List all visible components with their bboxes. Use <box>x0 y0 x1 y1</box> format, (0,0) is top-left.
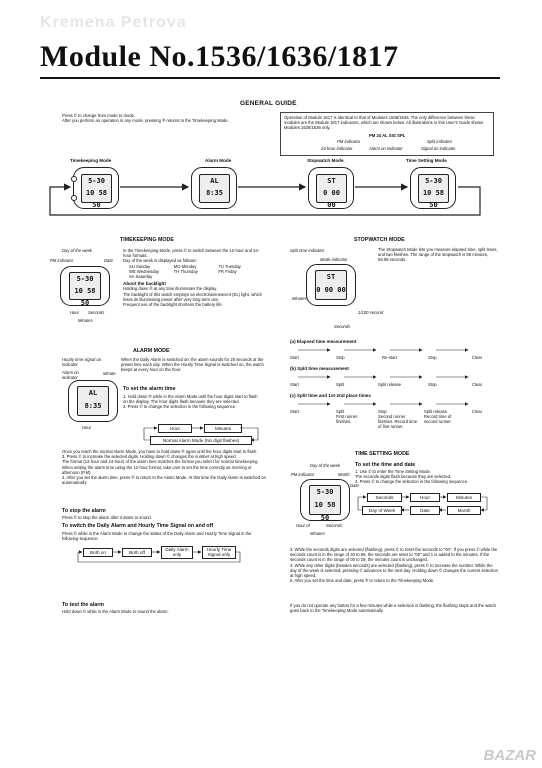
module-note-text: Operation of Module 1817 is identical to that of Modules 1536/1636. The only difference between these modules are the Module 1817 indicators, which are shown below. All illustrations in this User's Guide shows Modules 1536/1636 only. <box>284 115 484 131</box>
alarm-more-1: Once you reach the normal Alarm Mode, you have to hold down ® again until the hour digits start to flash. <box>62 449 258 454</box>
alarm-more-lines <box>62 449 267 485</box>
al-hour-label: Hour <box>82 425 92 430</box>
pm-indicator-label: PM indicator <box>337 139 361 144</box>
alarm-switch-text: Press © while in the Alarm Mode to change the status of the Daily Alarm and Hourly Time Signal in the following sequence. <box>62 531 252 542</box>
alarm-set-heading: To set the alarm time <box>123 386 176 392</box>
day-mo: MO Monday <box>173 263 197 269</box>
day-fr: FR Friday <box>218 268 237 274</box>
sw-c-start: Start <box>290 409 299 414</box>
mode-label-timekeeping: Timekeeping Mode <box>70 158 112 163</box>
ts-note: If you do not operate any button for a few minutes while a selection is flashing, the flashing stops and the watch goes back to the Timekeeping Mode automatically. <box>290 603 497 614</box>
mode-label-alarm: Alarm Mode <box>205 158 232 163</box>
tk-pm-label: PM indicator <box>50 258 74 263</box>
lcd-top: ST <box>327 177 336 185</box>
lcd-top: 5-30 <box>316 488 334 496</box>
ts-set-heading: To set the time and date <box>355 462 416 468</box>
sw-seconds-label: Seconds <box>334 324 351 329</box>
lcd-top: 5-30 <box>76 275 94 283</box>
sw-c-arrows <box>290 400 498 408</box>
tk-date-label: Date <box>104 258 113 263</box>
al-watch-diagram <box>68 380 118 422</box>
sw-c-sequence <box>290 400 500 440</box>
day-th: TH Thursday <box>173 268 198 274</box>
lcd-bottom: 10 58 50 <box>85 189 108 209</box>
lcd-bottom: 0 00 00 <box>316 286 346 294</box>
sw-c-note-release: Record time of second runner. <box>424 414 452 425</box>
lcd-top: AL <box>210 177 219 185</box>
tk-line-2: Day of the week is displayed as follows: <box>123 258 197 264</box>
switch-seq-arrows <box>75 542 245 566</box>
alarm-intro: When the Daily Alarm is switched on, the alarm sounds for 20 seconds at the preset time each day. When the Hourly Time Signal is switched on, the watch beeps at every hour on the hour. <box>121 357 264 373</box>
sw-b-start: Start <box>290 382 299 387</box>
sw-split-label: Split time indicator <box>290 248 325 253</box>
backlight-line-3: Frequent use of the backlight shortens the battery life. <box>123 302 223 308</box>
split-indicator-label: Split indicator <box>427 139 453 144</box>
sw-b-split-release: Split release <box>378 382 402 387</box>
tk-text <box>123 248 263 307</box>
ts-seq-month: Month <box>447 506 481 515</box>
sw-b-heading: (b) Split time measurement <box>290 366 349 371</box>
ts-step-1: 1. Use © to enter the Time Setting Mode. <box>355 469 431 474</box>
general-guide-bullets <box>62 113 252 123</box>
alarm-seq-normal: Normal Alarm Mode (No digit flashes) <box>150 436 252 445</box>
ts-watch-diagram <box>300 479 350 521</box>
ts-step-1b: The seconds digits flash because they are selected. <box>355 474 452 480</box>
ts-seq-seconds: Seconds <box>367 493 402 502</box>
signal-on-indicator-label: Signal on indicator <box>421 146 456 151</box>
tk-day-label: Day of the week <box>62 248 93 253</box>
ts-step-2: 2. Press © to change the selection in the following sequence. <box>355 479 469 485</box>
lcd-bottom: 10 58 50 <box>422 189 445 209</box>
mode-flow-arrows <box>40 165 510 225</box>
sw-mode-label: Mode indicator <box>320 257 348 262</box>
tk-watch-diagram <box>60 266 110 306</box>
sw-a-restart: Re-start <box>382 355 397 360</box>
al-alarm-on-label: Alarm on indicator <box>62 370 79 381</box>
backlight-heading: About the backlight <box>123 281 166 287</box>
alarm-test-text: Hold down © while in the Alarm Mode to sound the alarm. <box>62 609 169 614</box>
alarm-more-2: 3. Press © to increase the selected digits. Holding down © changes the number at high speed. <box>62 454 237 460</box>
backlight-line-1: Holding down ® at any time illuminates the display. <box>123 286 218 292</box>
ts-pm-label: PM indicator <box>291 472 315 477</box>
ts-date-label: Date <box>350 483 359 488</box>
module-note-codes: PM 24 AL SIG SPL <box>369 133 406 138</box>
lcd-top: 5-30 <box>425 177 442 185</box>
lcd-bottom: 0 00 00 <box>323 189 340 209</box>
sw-minutes-label: Minutes <box>292 296 307 301</box>
ts-seq-hour: Hour <box>410 493 440 502</box>
lcd-bottom: 8:35 <box>84 402 102 410</box>
stopwatch-intro: The Stopwatch Mode lets you measure elapsed time, split times, and two finishes. The range of the stopwatch is 59 minutes, 59.99 seconds. <box>378 247 498 263</box>
alarm-step-2: 2. Press © to change the selection in the following sequence. <box>123 404 237 410</box>
sw-a-arrows <box>290 346 498 354</box>
al-minute-label: Minute <box>103 371 116 376</box>
ts-minutes-label: Minutes <box>310 531 325 536</box>
alarm-seq-minutes: Minutes <box>204 424 242 433</box>
sw-c-split: Split <box>336 409 345 414</box>
backlight-line-2: The backlight of this watch employs an electroluminescent (EL) light, which loses its illuminating power after very long term use. <box>123 291 262 302</box>
switch-both-off: Both off <box>122 548 152 557</box>
sw-watch-diagram <box>306 264 356 306</box>
sw-hundredths-label: 1/100 second <box>358 310 384 315</box>
stopwatch-heading: STOPWATCH MODE <box>354 237 405 243</box>
ts-hour-label: Hour of <box>296 523 310 528</box>
alarm-stop-heading: To stop the alarm <box>62 508 106 514</box>
mode-label-time-setting: Time Setting Mode <box>406 158 447 163</box>
switch-both-on: Both on <box>83 548 113 557</box>
ts-more <box>290 547 500 583</box>
sw-c-split-release: Split release <box>424 409 448 414</box>
day-sa: SA Saturday <box>129 274 153 280</box>
sw-c-heading: (c) Split time and 1st-2nd place times <box>290 393 371 398</box>
lcd-bottom: 10 58 50 <box>74 287 96 307</box>
ts-seq-arrows <box>355 489 500 519</box>
alarm-seq-arrows <box>140 420 265 450</box>
day-tu: TU Tuesday <box>218 263 241 269</box>
sw-c-note-stop: Second runner finishes. Record time of first runner. <box>378 414 418 430</box>
alarm-test-heading: To test the alarm <box>62 602 104 608</box>
ts-more-4: 4. While any other digits (besides seconds) are selected (flashing), press © to increase the number. While the day of the week is selected, pressing © advances to the next day. Holding down © changes the current selection at high speed. <box>290 562 498 579</box>
switch-daily-only: Daily Alarm only <box>161 546 193 559</box>
bullet-2: After you perform an operation in any mode, pressing ® returns to the Timekeeping Mode. <box>62 118 229 124</box>
sw-a-stop-2: Stop <box>428 355 437 360</box>
time-setting-heading: TIME SETTING MODE <box>355 451 410 457</box>
watermark-text: Kremena Petrova <box>40 14 187 31</box>
module-note-box <box>280 112 494 156</box>
day-we: WE Wednesday <box>129 268 159 274</box>
lcd-bottom: 8:35 <box>206 189 223 197</box>
alarm-switch-heading: To switch the Daily Alarm and Hourly Time Signal on and off <box>62 523 214 529</box>
lcd-bottom: 10 58 50 <box>314 501 336 522</box>
ts-seconds-label: Seconds <box>326 523 343 528</box>
sw-b-split: Split <box>336 382 345 387</box>
tk-minutes-label: Minutes <box>78 318 93 323</box>
ts-steps <box>355 469 500 485</box>
ts-seq-day-of-week: Day of Week <box>362 506 402 515</box>
alarm-on-indicator-label: Alarm on indicator <box>369 146 403 151</box>
sw-b-stop: Stop <box>428 382 437 387</box>
alarm-stop-text: Press © to stop the alarm after it starts to sound. <box>62 515 152 520</box>
ts-seq-minutes: Minutes <box>447 493 481 502</box>
tk-hour-label: Hour <box>70 310 80 315</box>
sw-a-heading: (a) Elapsed time measurement <box>290 339 357 344</box>
site-logo: BAZAR <box>483 747 536 764</box>
sw-a-start: Start <box>290 355 299 360</box>
sw-a-clear: Clear <box>472 355 483 360</box>
title-rule <box>40 77 500 79</box>
day-su: SU Sunday <box>129 263 151 269</box>
sw-b-sequence <box>290 373 498 389</box>
timekeeping-heading: TIMEKEEPING MODE <box>120 237 174 243</box>
alarm-set-steps <box>123 394 263 410</box>
sw-b-clear: Clear <box>472 382 483 387</box>
sw-c-clear: Clear <box>472 409 483 414</box>
sw-a-stop: Stop <box>336 355 345 360</box>
alarm-step-1: 1. Hold down ® while in the Alarm Mode until the hour digits start to flash on the display. The hour digits flash because they are selected. <box>123 394 258 405</box>
alarm-more-5: 4. After you set the alarm time, press ® to return to the Alarm Mode. At this time the Daily Alarm is switched on automatically. <box>62 475 266 486</box>
ts-more-3: 3. While the seconds digits are selected (flashing), press © to reset the seconds to "00". If you press © while the seconds count is in the range of 30 to 59, the seconds are reset to "00" and 1 is added to the minutes. If the seconds count is in the range of 00 to 29, the minutes count is unchanged. <box>290 547 498 563</box>
sw-b-arrows <box>290 373 498 381</box>
ts-month-label: Month <box>338 472 350 477</box>
lcd-top: AL <box>88 389 98 397</box>
bullet-1: Press © to change from mode to mode. <box>62 113 136 118</box>
alarm-heading: ALARM MODE <box>133 348 170 354</box>
switch-hourly-only: Hourly Time Signal only <box>202 546 236 559</box>
al-hourly-label: Hourly time signal on indicator <box>62 357 102 368</box>
tk-seconds-label: Seconds <box>88 310 105 315</box>
page-title: Module No.1536/1636/1817 <box>40 40 399 73</box>
mode-label-stopwatch: Stopwatch Mode <box>307 158 344 163</box>
tk-line-1: In the Timekeeping Mode, press © to switch between the 12-hour and 24-hour formats. <box>123 248 260 259</box>
lcd-top: ST <box>326 273 336 281</box>
alarm-more-4: When setting the alarm time using the 12-hour format, take care to set the time correctly as morning or afternoon (P.M). <box>62 464 252 475</box>
lcd-top: 5-30 <box>88 177 105 185</box>
sw-c-note-split: First runner finishes. <box>336 414 358 425</box>
ts-more-5: 5. After you set the time and date, press ® to return to the Timekeeping Mode. <box>290 578 435 584</box>
h24-indicator-label: 24-hour indicator <box>321 146 353 151</box>
ts-seq-date: Date <box>410 506 440 515</box>
ts-day-label: Day of the week <box>310 463 341 468</box>
sw-c-stop: Stop <box>378 409 387 414</box>
sw-a-sequence <box>290 346 498 362</box>
general-guide-heading: GENERAL GUIDE <box>240 100 297 107</box>
alarm-seq-hour: Hour <box>158 424 192 433</box>
alarm-more-3: The format (12-hour and 24-hour) of the alarm time matches the format you select for normal timekeeping. <box>62 459 259 465</box>
tk-days-grid <box>123 264 263 280</box>
